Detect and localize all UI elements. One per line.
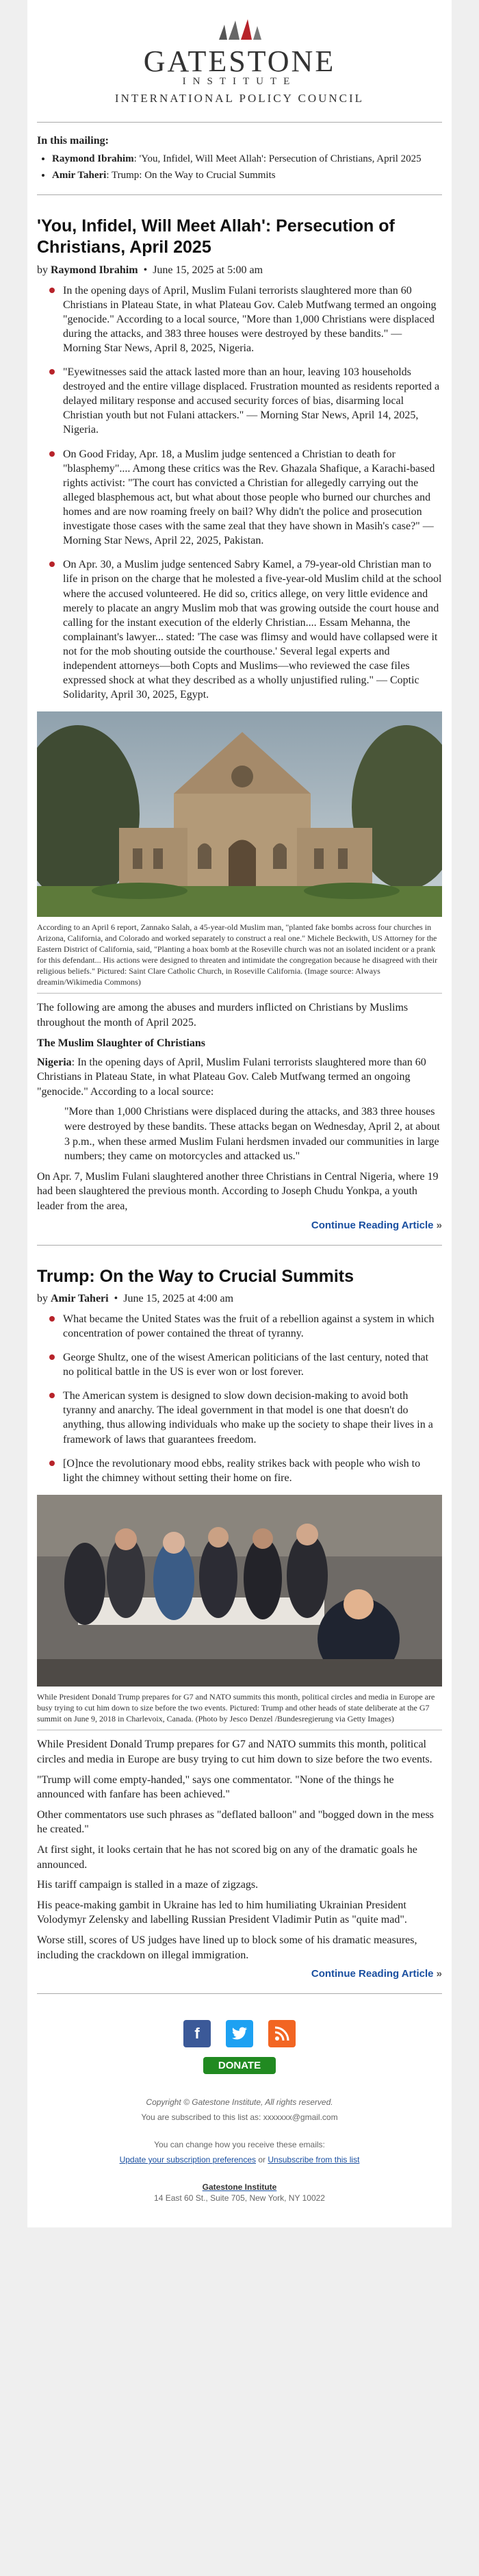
org-name-line <box>37 2182 442 2192</box>
org-address: 14 East 60 St., Suite 705, New York, NY 10022 <box>154 2193 325 2204</box>
mailing-list <box>37 153 442 182</box>
double-chevron-right-icon: » <box>436 1219 442 1231</box>
brand-sub: INSTITUTE <box>182 76 297 87</box>
bullet-dot-icon <box>49 451 55 457</box>
continue-reading-label: Continue Reading Article <box>311 1219 434 1231</box>
photo-caption: According to an April 6 report, Zannako Salah, a 45-year-old Muslim man, "planted fake bombs across four churches in Arizona, California, and Colorado and worked separately to construct a real one." Michele Beckwith, US Attorney for the Eastern District of California, said, "Planting a hoax bomb at the Roseville church was not an isolated incident or a prank for this defendant... His actions were designed to threaten and intimidate the congregation because he disagreed with their religious beliefs." Pictured: Saint Clare Catholic Church, in Roseville California. (Image source: Always dreamin/Wikimedia Commons) <box>37 922 442 994</box>
g7-summit-photo[interactable] <box>37 1495 442 1687</box>
copyright <box>37 2097 442 2107</box>
bullet-dot-icon <box>49 288 55 293</box>
preferences-links <box>37 2155 442 2164</box>
key-point-text: In the opening days of April, Muslim Fulani terrorists slaughtered more than 60 Christians in Plateau State, in what Plateau Gov. Caleb Mutfwang termed an ongoing "genocide." According to a local source, "More than 1,000 Christians were displaced during the attacks, and 383 three houses were destroyed by these bandits." — Morning Star News, April 8, 2025, Nigeria. <box>63 284 437 354</box>
key-point-text: "Eyewitnesses said the attack lasted more than an hour, leaving 103 households destroyed and the entire village displaced. Frustration mounted as residents reported a delayed military response and accused security forces of bias, disarming local Christian youth but not Fulani attackers." — Morning Star News, April 14, 2025, Nigeria. <box>63 366 440 436</box>
gatestone-logo-icon <box>198 19 281 42</box>
byline-date: June 15, 2025 at 5:00 am <box>153 264 263 276</box>
article-paragraph: On Apr. 7, Muslim Fulani slaughtered another three Christians in Central Nigeria, where 19 had been slaughtered the previous month. According to Joseph Chudu Yonkpa, a youth leader from the area, <box>37 1170 439 1212</box>
footer <box>37 1998 442 2227</box>
key-point <box>48 1350 442 1379</box>
unsubscribe-link[interactable]: Unsubscribe from this list <box>268 2155 360 2165</box>
article-paragraph: Other commentators use such phrases as "deflated balloon" and "bogged down in the mess he created." <box>37 1808 434 1836</box>
bullet-dot-icon <box>49 1354 55 1360</box>
byline-by: by <box>37 264 48 276</box>
article-title[interactable]: 'You, Infidel, Will Meet Allah': Persecution of Christians, April 2025 <box>37 216 395 257</box>
article-paragraph: "Trump will come empty-handed," says one commentator. "None of the things he announced with fanfare has been achieved." <box>37 1773 394 1801</box>
photo-caption: While President Donald Trump prepares for G7 and NATO summits this month, political circles and media in Europe are busy trying to cut him down to size before the two events. Pictured: Trump and other heads of state deliberate at the G7 summit on June 9, 2018 in Charlevoix, Canada. (Photo by Jesco Denzel /Bundesregierung via Getty Images) <box>37 1692 442 1730</box>
bullet-dot-icon <box>49 561 55 567</box>
bullet-dot-icon <box>49 1393 55 1398</box>
article-title[interactable]: Trump: On the Way to Crucial Summits <box>37 1266 354 1286</box>
continue-reading-link[interactable] <box>37 1220 442 1231</box>
article-persecution <box>37 199 442 1241</box>
rss-icon[interactable] <box>268 2020 296 2047</box>
mailing-contents <box>37 127 442 190</box>
key-point <box>48 1389 442 1446</box>
mailing-heading: In this mailing: <box>37 135 109 147</box>
key-point <box>48 1312 442 1341</box>
mailing-item-author: Amir Taheri <box>52 169 107 181</box>
article-paragraph: His peace-making gambit in Ukraine has led to him humiliating Ukrainian President Volodymyr Zelensky and labelling Russian President Vladimir Putin as "quite mad". <box>37 1899 407 1926</box>
donate-button[interactable]: DONATE <box>203 2057 276 2074</box>
bullet-dot-icon <box>49 1461 55 1466</box>
key-point <box>48 365 442 438</box>
update-preferences-link[interactable]: Update your subscription preferences <box>119 2155 257 2165</box>
block-quote: "More than 1,000 Christians were displaced during the attacks, and 383 three houses were destroyed by these bandits. These attacks began on Wednesday, April 2, at about 3 p.m., when these armed Muslim Fulani herdsmen invaded our communities in large numbers; they came on motorcycles and attacked us." <box>64 1106 440 1163</box>
mailing-item-author: Raymond Ibrahim <box>52 153 134 164</box>
divider <box>37 122 442 123</box>
twitter-icon[interactable] <box>226 2020 253 2047</box>
mailing-item-title: : 'You, Infidel, Will Meet Allah': Persecution of Christians, April 2025 <box>133 153 422 164</box>
article-paragraph: While President Donald Trump prepares for G7 and NATO summits this month, political circles and media in Europe are busy trying to cut him down to size before the two events. <box>37 1739 432 1765</box>
byline-by: by <box>37 1292 48 1304</box>
bullet-dot-icon <box>49 1316 55 1322</box>
article-paragraph: Worse still, scores of US judges have lined up to block some of his dramatic measures, including the crackdown on illegal immigration. <box>37 1934 417 1961</box>
byline: by Raymond Ibrahim • June 15, 2025 at 5:00 am <box>37 264 263 276</box>
divider <box>37 194 442 195</box>
byline-author[interactable]: Raymond Ibrahim <box>51 264 138 276</box>
or-text: or <box>256 2155 268 2165</box>
mailing-item[interactable] <box>52 169 442 183</box>
section-subhead: The Muslim Slaughter of Christians <box>37 1037 205 1049</box>
paragraph-text: : In the opening days of April, Muslim Fulani terrorists slaughtered more than 60 Christians in Plateau State, in what Plateau Gov. Caleb Mutfwang termed an ongoing "genocide." According to a local source: <box>37 1056 426 1098</box>
divider <box>37 1993 442 1994</box>
church-photo[interactable] <box>37 711 442 917</box>
article-intro: The following are among the abuses and murders inflicted on Christians by Muslims throughout the month of April 2025. <box>37 1002 409 1029</box>
org-name-link[interactable] <box>203 2182 277 2192</box>
divider <box>37 1245 442 1246</box>
brand-tagline: INTERNATIONAL POLICY COUNCIL <box>114 92 365 105</box>
byline-author[interactable]: Amir Taheri <box>51 1292 109 1304</box>
subscription-status: You are subscribed to this list as: xxxxxxx@gmail.com <box>141 2112 338 2123</box>
key-point <box>48 447 442 548</box>
key-point <box>48 1456 442 1485</box>
country-label: Nigeria <box>37 1056 72 1068</box>
key-point-text: What became the United States was the fruit of a rebellion against a system in which concentration of power contained the threat of tyranny. <box>63 1313 435 1339</box>
bullet-dot-icon <box>49 369 55 375</box>
org-name: Gatestone Institute <box>202 2182 277 2193</box>
mailing-item[interactable] <box>52 153 442 166</box>
facebook-icon[interactable]: f <box>183 2020 211 2047</box>
continue-reading-link[interactable] <box>37 1968 442 1980</box>
key-points <box>37 1312 442 1485</box>
article-trump-summits <box>37 1250 442 1990</box>
brand-name: GATESTONE <box>143 45 336 78</box>
key-points <box>37 283 442 703</box>
key-point-text: On Good Friday, Apr. 18, a Muslim judge sentenced a Christian to death for "blasphemy".... Among these critics was the Rev. Ghazala Shafique, a Karachi-based rights activist: "The court has convicted a Christian for allegedly carrying out the alleged blasphemous act, but what about those people who burned our churches and homes and are now roaming freely on bail? Why didn't the police and prosecution investigate those cases with the same zeal that they have shown in Masih's case?" — Morning Star News, April 22, 2025, Pakistan. <box>63 448 435 547</box>
key-point <box>48 283 442 356</box>
preferences-note: You can change how you receive these emails: <box>154 2140 325 2150</box>
continue-reading-label: Continue Reading Article <box>311 1968 434 1980</box>
masthead <box>37 0 442 118</box>
double-chevron-right-icon: » <box>436 1968 442 1980</box>
copyright-text: Copyright © Gatestone Institute, All rights reserved. <box>146 2097 333 2108</box>
article-paragraph: His tariff campaign is stalled in a maze of zigzags. <box>37 1879 259 1891</box>
key-point <box>48 557 442 702</box>
mailing-item-title: : Trump: On the Way to Crucial Summits <box>106 169 276 181</box>
key-point-text: George Shultz, one of the wisest American politicians of the last century, noted that no political battle in the US is ever won or lost forever. <box>63 1352 429 1378</box>
article-paragraph: At first sight, it looks certain that he has not scored big on any of the dramatic goals he announced. <box>37 1843 417 1871</box>
article-paragraph <box>37 1055 442 1100</box>
byline: by Amir Taheri • June 15, 2025 at 4:00 am <box>37 1292 234 1304</box>
key-point-text: On Apr. 30, a Muslim judge sentenced Sabry Kamel, a 79-year-old Christian man to life in prison on the charge that he molested a five-year-old Muslim child at the school where the accused volunteered. He did so, critics allege, on very little evidence and merely to placate an angry Muslim mob that was growing outside the court house and calling for the instant execution of the elderly Christian.... Essam Mehanna, the complainant's lawyer... stated: 'The case was flimsy and would have collapsed were it not for the mob shouting outside the courthouse.' Several legal experts and independent attorneys—both Copts and Muslims—who reviewed the case files expressed shock at what they described as a wholly unjustified ruling." — Coptic Solidarity, April 30, 2025, Egypt. <box>63 559 442 701</box>
newsletter <box>27 0 452 2227</box>
key-point-text: The American system is designed to slow down decision-making to avoid both tyranny and anarchy. The ideal government in that model is one that doesn't do anything, thus allowing individuals who make up the society to shape their lives in a framework of laws that guarantees freedom. <box>63 1390 433 1445</box>
key-point-text: [O]nce the revolutionary mood ebbs, reality strikes back with people who wish to light the chimney without setting their home on fire. <box>63 1457 421 1484</box>
byline-date: June 15, 2025 at 4:00 am <box>123 1292 234 1304</box>
social-links <box>37 2008 442 2057</box>
